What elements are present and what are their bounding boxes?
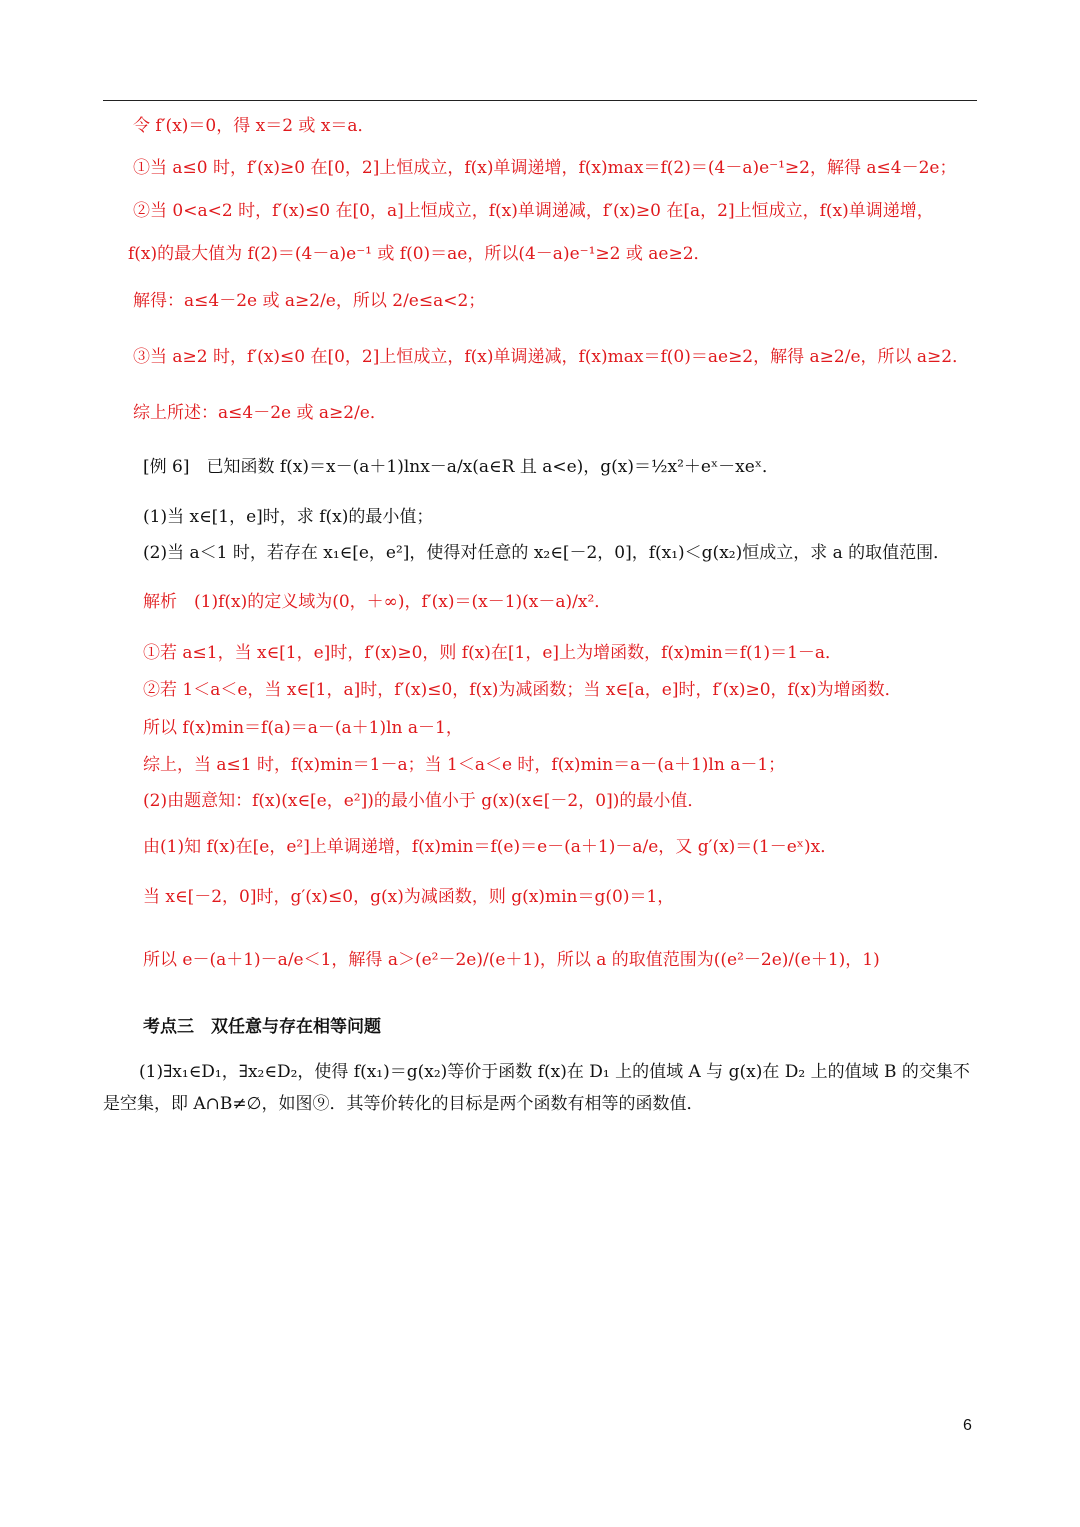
analysis-line: 由(1)知 f(x)在[e，e²]上单调递增，f(x)min＝f(e)＝e－(a＋1)－a/e，又 g′(x)＝(1－eˣ)x． — [143, 837, 838, 857]
body-paragraph: (1)∃x₁∈D₁，∃x₂∈D₂，使得 f(x₁)＝g(x₂)等价于函数 f(x)在 D₁ 上的值域 A 与 g(x)在 D₂ 上的值域 B 的交集不是空集，即 A∩B≠∅，如图⑨．其等价转化的目标是两个函数有相等的函数值． — [103, 1062, 970, 1114]
analysis-line: ①若 a≤1，当 x∈[1，e]时，f′(x)≥0，则 f(x)在[1，e]上为增函数，f(x)min＝f(1)＝1－a． — [143, 643, 843, 663]
solution-line: 令 f′(x)＝0，得 x＝2 或 x＝a． — [133, 116, 375, 136]
section-heading: 考点三 双任意与存在相等问题 — [143, 1017, 381, 1037]
header-rule — [103, 100, 977, 101]
solution-line: f(x)的最大值为 f(2)＝(4－a)e⁻¹ 或 f(0)＝ae，所以(4－a)e⁻¹≥2 或 ae≥2． — [128, 244, 711, 264]
analysis-line: 综上，当 a≤1 时，f(x)min＝1－a；当 1＜a＜e 时，f(x)min＝a－(a＋1)ln a－1； — [143, 755, 786, 775]
analysis-line: 所以 e－(a＋1)－a/e＜1，解得 a＞(e²－2e)/(e＋1)，所以 a 的取值范围为((e²－2e)/(e＋1)，1) — [143, 950, 880, 970]
solution-line: ②当 0<a<2 时，f′(x)≤0 在[0，a]上恒成立，f(x)单调递减，f′(x)≥0 在[a，2]上恒成立，f(x)单调递增， — [133, 201, 934, 221]
question-part-1: (1)当 x∈[1，e]时，求 f(x)的最小值； — [143, 507, 434, 527]
solution-line: ①当 a≤0 时，f′(x)≥0 在[0，2]上恒成立，f(x)单调递增，f(x)max＝f(2)＝(4－a)e⁻¹≥2，解得 a≤4－2e； — [133, 158, 957, 178]
analysis-line: (2)由题意知：f(x)(x∈[e，e²])的最小值小于 g(x)(x∈[－2，0])的最小值． — [143, 791, 705, 811]
analysis-line: ②若 1＜a＜e，当 x∈[1，a]时，f′(x)≤0，f(x)为减函数；当 x∈[a，e]时，f′(x)≥0，f(x)为增函数． — [143, 680, 902, 700]
solution-line: 综上所述：a≤4－2e 或 a≥2/e． — [133, 403, 387, 423]
analysis-line: 解析 (1)f(x)的定义域为(0，＋∞)，f′(x)＝(x－1)(x－a)/x²． — [143, 592, 612, 612]
example-statement: [例 6] 已知函数 f(x)＝x－(a＋1)lnx－a/x(a∈R 且 a<e)，g(x)＝½x²＋eˣ－xeˣ． — [143, 457, 780, 477]
solution-line: 解得：a≤4－2e 或 a≥2/e，所以 2/e≤a<2； — [133, 291, 486, 311]
question-part-2: (2)当 a＜1 时，若存在 x₁∈[e，e²]，使得对任意的 x₂∈[－2，0]，f(x₁)＜g(x₂)恒成立，求 a 的取值范围． — [143, 543, 951, 563]
analysis-line: 所以 f(x)min＝f(a)＝a－(a＋1)ln a－1， — [143, 718, 463, 738]
solution-line: ③当 a≥2 时，f′(x)≤0 在[0，2]上恒成立，f(x)单调递减，f(x)max＝f(0)＝ae≥2，解得 a≥2/e，所以 a≥2． — [133, 347, 970, 367]
analysis-line: 当 x∈[－2，0]时，g′(x)≤0，g(x)为减函数，则 g(x)min＝g(0)＝1， — [143, 887, 675, 907]
page-number: 6 — [963, 1417, 972, 1434]
